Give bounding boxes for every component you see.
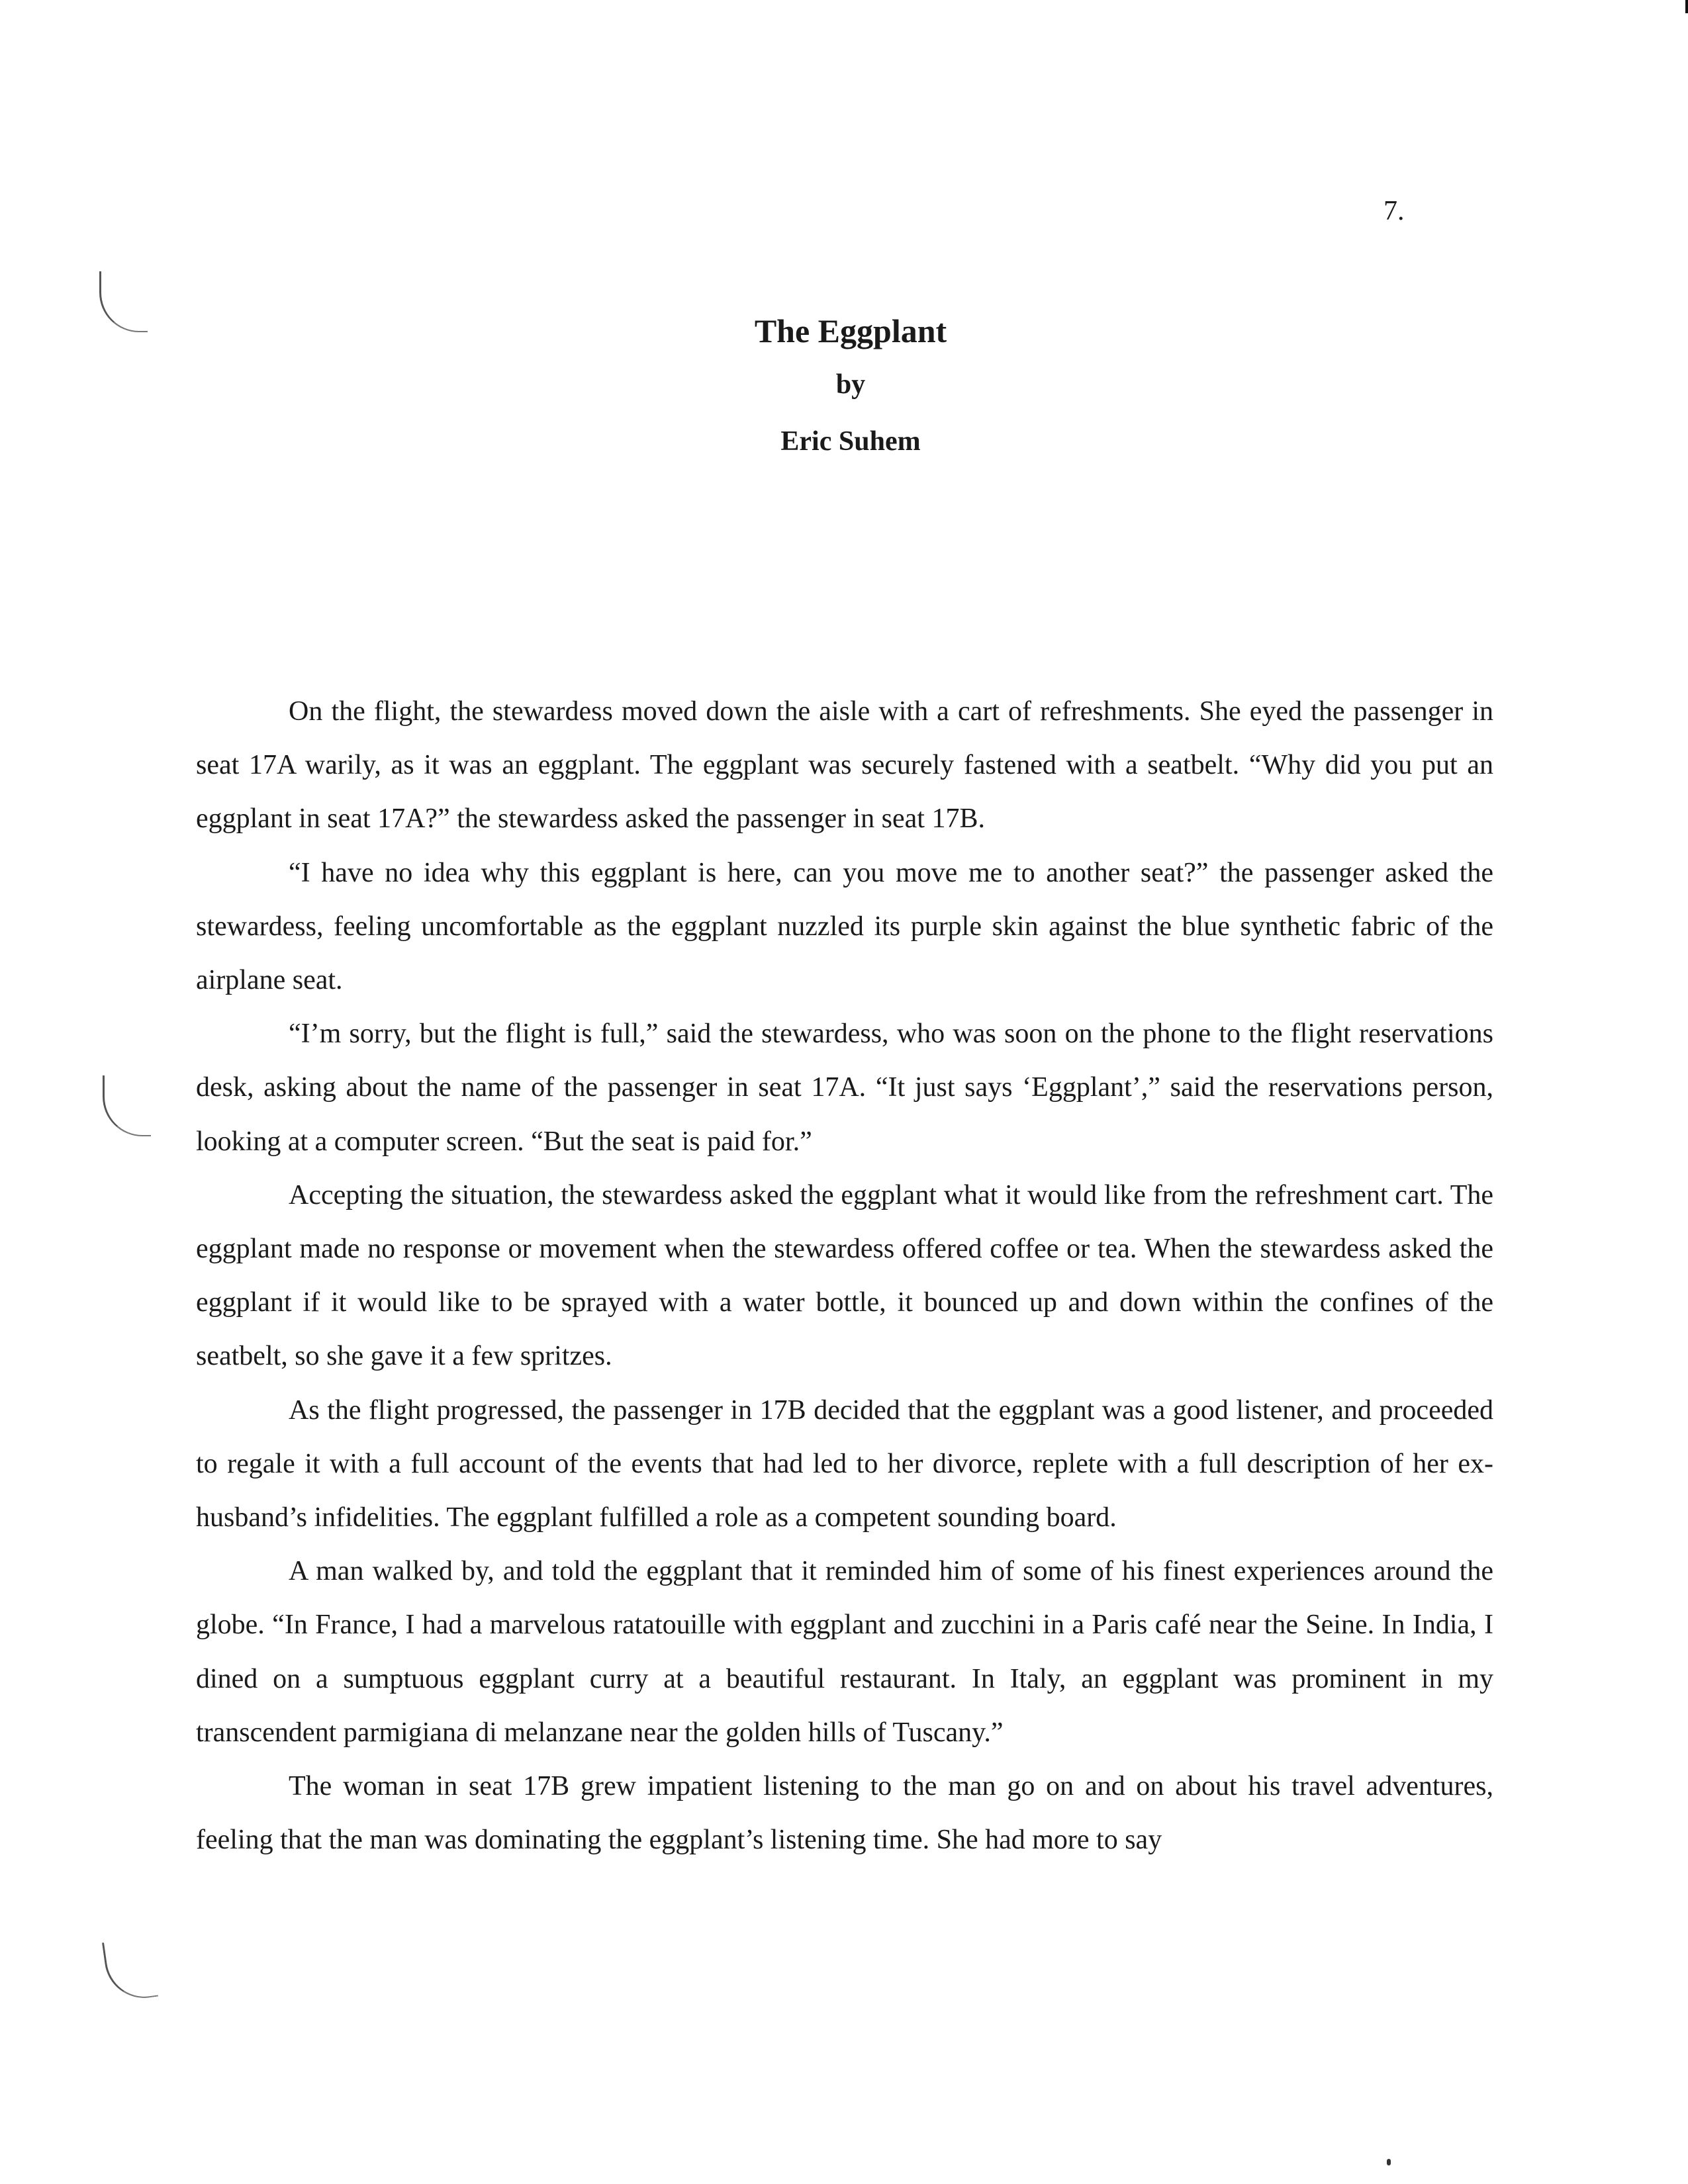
story-title: The Eggplant	[754, 312, 947, 349]
paragraph: The woman in seat 17B grew impatient listening to the man go on and on about his travel adventures, feeling that the man was dominating the eggplant’s listening time. She had more to say	[196, 1771, 1493, 1856]
paragraph: A man walked by, and told the eggplant that it reminded him of some of his finest experiences around the globe. “In France, I had a marvelous ratatouille with eggplant and zucchini in a Paris café near the Seine. In India, I dined on a sumptuous eggplant curry at a beautiful restaurant. In Italy, an eggplant was prominent in my transcendent parmigiana di melanzane near the golden hills of Tuscany.”	[196, 1556, 1493, 1748]
paragraph: Accepting the situation, the stewardess asked the eggplant what it would like from the refreshment cart. The eggplant made no response or movement when the stewardess offered coffee or tea. When the stewardess asked the eggplant if it would like to be sprayed with a water bottle, it bounced up and down within the confines of the seatbelt, so she gave it a few spritzes.	[196, 1179, 1493, 1372]
page-number: 7.	[1383, 196, 1405, 226]
paragraph: As the flight progressed, the passenger in 17B decided that the eggplant was a good listener, and proceeded to regale it with a full account of the events that had led to her divorce, replete with a full description of her ex-husband’s infidelities. The eggplant fulfilled a role as a competent sounding board.	[196, 1394, 1493, 1533]
title-block	[0, 306, 1688, 470]
punch-hole-mark-middle	[103, 1075, 151, 1136]
story-body	[196, 685, 1493, 1867]
punch-hole-mark-bottom	[102, 1936, 158, 2003]
author-name: Eric Suhem	[780, 426, 921, 457]
scan-edge-mark	[1685, 0, 1688, 13]
paragraph: “I’m sorry, but the flight is full,” said the stewardess, who was soon on the phone to the flight reservations desk, asking about the name of the passenger in seat 17A. “It just says ‘Eggplant’,” said the reservations person, looking at a computer screen. “But the seat is paid for.”	[196, 1019, 1493, 1157]
byline: by	[835, 369, 866, 400]
paragraph: On the flight, the stewardess moved down the aisle with a cart of refreshments. She eyed the passenger in seat 17A warily, as it was an eggplant. The eggplant was securely fastened with a seatbelt. “Why did you put an eggplant in seat 17A?” the stewardess asked the passenger in seat 17B.	[196, 696, 1493, 835]
paragraph: “I have no idea why this eggplant is here, can you move me to another seat?” the passenger asked the stewardess, feeling uncomfortable as the eggplant nuzzled its purple skin against the blue synthetic fabric of the airplane seat.	[196, 857, 1493, 996]
scan-speck	[1387, 2159, 1391, 2165]
